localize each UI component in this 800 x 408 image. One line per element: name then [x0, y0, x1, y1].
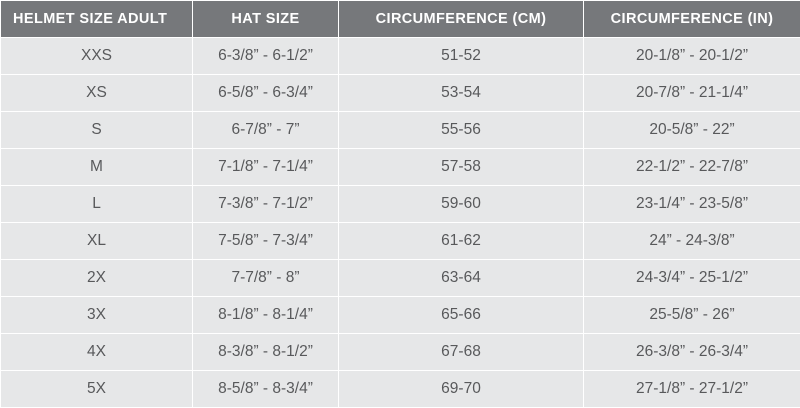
cell-helmet-size: 3X: [1, 297, 193, 334]
cell-circumference-in: 22-1/2” - 22-7/8”: [584, 149, 800, 186]
cell-hat-size: 7-7/8” - 8”: [193, 260, 339, 297]
column-header-helmet-size-adult: HELMET SIZE ADULT: [1, 1, 193, 38]
cell-circumference-cm: 65-66: [339, 297, 584, 334]
cell-circumference-cm: 53-54: [339, 75, 584, 112]
table-row: [1, 38, 800, 75]
cell-circumference-cm: 69-70: [339, 371, 584, 408]
cell-helmet-size: 2X: [1, 260, 193, 297]
cell-circumference-cm: 61-62: [339, 223, 584, 260]
cell-helmet-size: 4X: [1, 334, 193, 371]
cell-hat-size: 8-3/8” - 8-1/2”: [193, 334, 339, 371]
column-header-circumference-in: CIRCUMFERENCE (IN): [584, 1, 800, 38]
cell-circumference-in: 20-1/8” - 20-1/2”: [584, 38, 800, 75]
table-header-row: [1, 1, 800, 38]
table-header: [1, 1, 800, 38]
cell-helmet-size: XXS: [1, 38, 193, 75]
table-row: [1, 112, 800, 149]
cell-hat-size: 7-1/8” - 7-1/4”: [193, 149, 339, 186]
cell-circumference-cm: 55-56: [339, 112, 584, 149]
table-row: [1, 371, 800, 408]
cell-hat-size: 6-5/8” - 6-3/4”: [193, 75, 339, 112]
table-row: [1, 297, 800, 334]
table-row: [1, 334, 800, 371]
cell-circumference-in: 20-7/8” - 21-1/4”: [584, 75, 800, 112]
cell-circumference-in: 24-3/4” - 25-1/2”: [584, 260, 800, 297]
cell-hat-size: 7-5/8” - 7-3/4”: [193, 223, 339, 260]
cell-circumference-cm: 59-60: [339, 186, 584, 223]
cell-hat-size: 6-7/8” - 7”: [193, 112, 339, 149]
table-row: [1, 260, 800, 297]
cell-hat-size: 8-5/8” - 8-3/4”: [193, 371, 339, 408]
cell-hat-size: 7-3/8” - 7-1/2”: [193, 186, 339, 223]
cell-hat-size: 6-3/8” - 6-1/2”: [193, 38, 339, 75]
cell-circumference-in: 23-1/4” - 23-5/8”: [584, 186, 800, 223]
cell-circumference-in: 26-3/8” - 26-3/4”: [584, 334, 800, 371]
cell-helmet-size: 5X: [1, 371, 193, 408]
cell-circumference-in: 25-5/8” - 26”: [584, 297, 800, 334]
column-header-circumference-cm: CIRCUMFERENCE (CM): [339, 1, 584, 38]
cell-hat-size: 8-1/8” - 8-1/4”: [193, 297, 339, 334]
cell-circumference-cm: 63-64: [339, 260, 584, 297]
table-body: [1, 38, 800, 408]
cell-circumference-in: 24” - 24-3/8”: [584, 223, 800, 260]
table-row: [1, 149, 800, 186]
cell-helmet-size: S: [1, 112, 193, 149]
cell-circumference-in: 27-1/8” - 27-1/2”: [584, 371, 800, 408]
cell-circumference-in: 20-5/8” - 22”: [584, 112, 800, 149]
cell-circumference-cm: 67-68: [339, 334, 584, 371]
cell-circumference-cm: 51-52: [339, 38, 584, 75]
table-row: [1, 223, 800, 260]
cell-helmet-size: XS: [1, 75, 193, 112]
cell-helmet-size: M: [1, 149, 193, 186]
table-row: [1, 75, 800, 112]
cell-helmet-size: XL: [1, 223, 193, 260]
cell-circumference-cm: 57-58: [339, 149, 584, 186]
table-row: [1, 186, 800, 223]
column-header-hat-size: HAT SIZE: [193, 1, 339, 38]
cell-helmet-size: L: [1, 186, 193, 223]
